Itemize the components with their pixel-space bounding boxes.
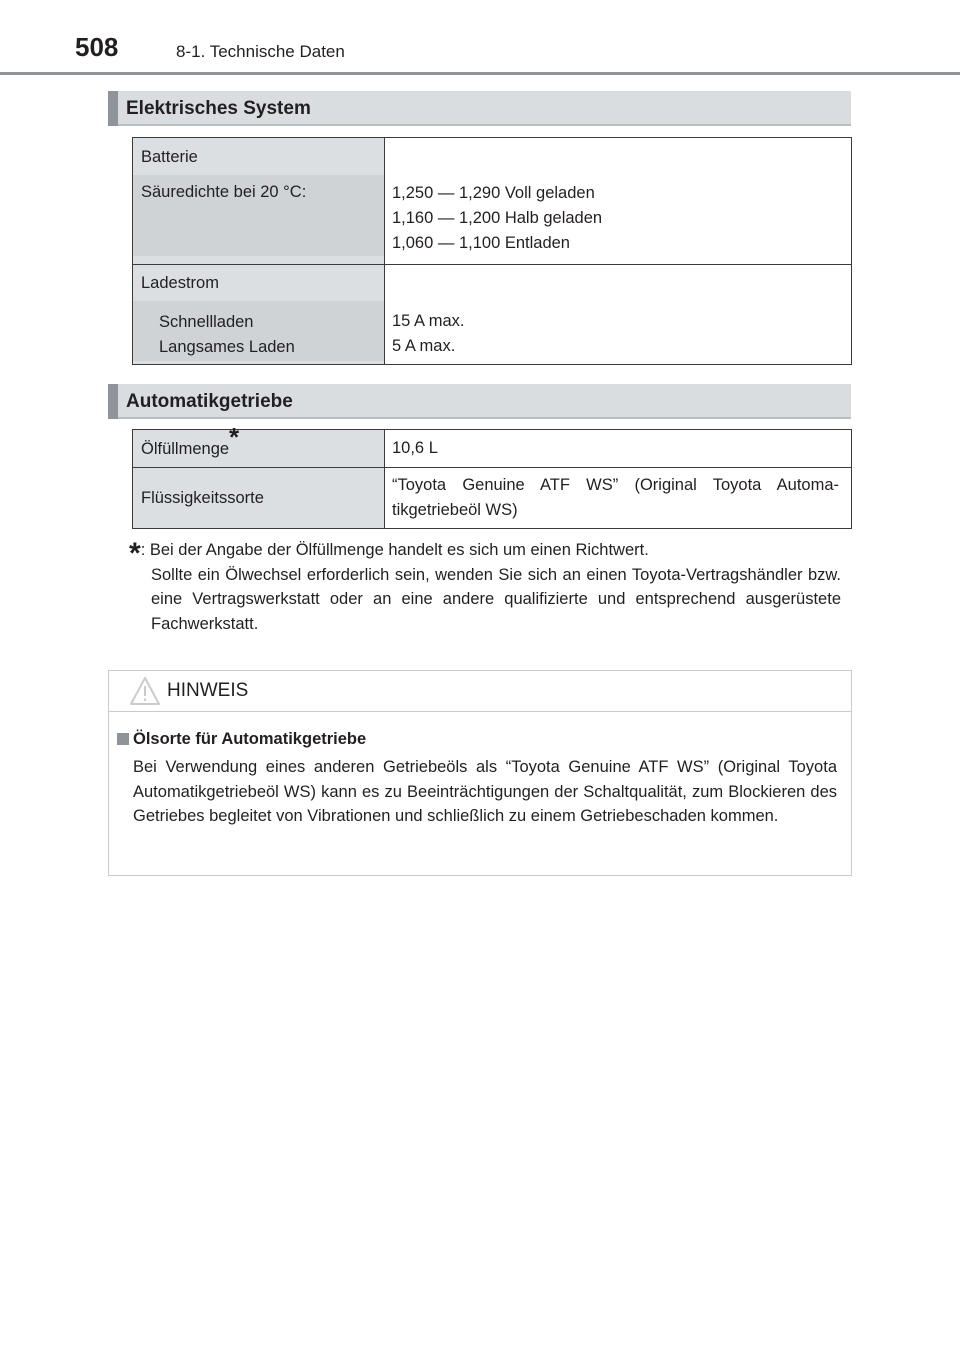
fluid-type-value: “Toyota Genuine ATF WS” (Original Toyota Automatikgetriebeöl WS) bbox=[392, 476, 839, 519]
battery-label-cell bbox=[133, 138, 385, 264]
charging-modes bbox=[133, 301, 384, 361]
notice-header bbox=[109, 671, 851, 712]
oil-footnote-mark: * bbox=[229, 422, 240, 452]
acid-density-values bbox=[385, 138, 851, 264]
charging-label-cell bbox=[133, 265, 385, 364]
acid-density-label: Säuredichte bei 20 °C: bbox=[133, 175, 384, 256]
table-row-battery bbox=[133, 138, 851, 264]
bullet-square bbox=[117, 733, 129, 745]
oil-capacity-label: Ölfüllmenge bbox=[141, 440, 230, 458]
battery-label: Batterie bbox=[141, 148, 198, 166]
footnote-text: Sollte ein Ölwechsel erforderlich sein, wenden Sie sich an einen Toyota-Vertragshändler bzw. eine Vertragswerkstatt oder an eine andere qualifizierte und entsprechend ausgerüstete Fachwerkstatt. bbox=[151, 565, 841, 633]
fast-charge-value: 15 A max. bbox=[392, 312, 465, 330]
electrical-title: Elektrisches System bbox=[126, 98, 311, 119]
automatic-table bbox=[132, 422, 852, 529]
electrical-table bbox=[132, 137, 852, 365]
notice-text: Bei Verwendung eines anderen Getriebeöls als “Toyota Genuine ATF WS” (Original Toyota Automatikgetriebeöl WS) kann es zu Beeinträchtigungen der Schaltqualität, zum Blockieren des Getriebes begleitet von Vibrationen und schließlich zu einem Getriebeschaden kommen. bbox=[133, 758, 837, 825]
footnote-star: * bbox=[129, 537, 141, 570]
automatic-section-heading bbox=[108, 384, 851, 419]
footnote-line1: : Bei der Angabe der Ölfüllmenge handelt es sich um einen Richtwert. bbox=[140, 541, 649, 559]
heading-accent bbox=[108, 91, 118, 126]
slow-charge-value: 5 A max. bbox=[392, 336, 456, 355]
fast-charge-label: Schnellladen bbox=[159, 313, 254, 331]
charging-label: Ladestrom bbox=[141, 274, 219, 292]
charging-values bbox=[385, 265, 851, 364]
notice-subheading: Ölsorte für Automatikgetriebe bbox=[133, 730, 367, 748]
acid-value-full: 1,250 — 1,290 Voll geladen bbox=[392, 184, 595, 202]
page-number: 508 bbox=[75, 32, 119, 62]
table-row-oil bbox=[133, 422, 851, 467]
header-divider bbox=[0, 72, 960, 75]
footnote bbox=[129, 538, 841, 636]
table-row-fluid bbox=[133, 467, 851, 528]
notice-box bbox=[108, 670, 852, 876]
slow-charge-label: Langsames Laden bbox=[159, 337, 295, 356]
fluid-type-label: Flüssigkeitssorte bbox=[133, 468, 385, 528]
table-row-charging bbox=[133, 264, 851, 364]
acid-value-half: 1,160 — 1,200 Halb geladen bbox=[392, 209, 603, 227]
warning-icon bbox=[129, 676, 161, 706]
electrical-section-heading bbox=[108, 91, 851, 126]
oil-label-cell bbox=[133, 422, 385, 467]
section-title: 8-1. Technische Daten bbox=[176, 42, 345, 61]
automatic-title: Automatikgetriebe bbox=[126, 391, 293, 412]
oil-capacity-value: 10,6 L bbox=[392, 439, 438, 457]
notice-heading: HINWEIS bbox=[167, 680, 249, 701]
acid-value-empty: 1,060 — 1,100 Entladen bbox=[392, 234, 570, 252]
heading-accent bbox=[108, 384, 118, 419]
